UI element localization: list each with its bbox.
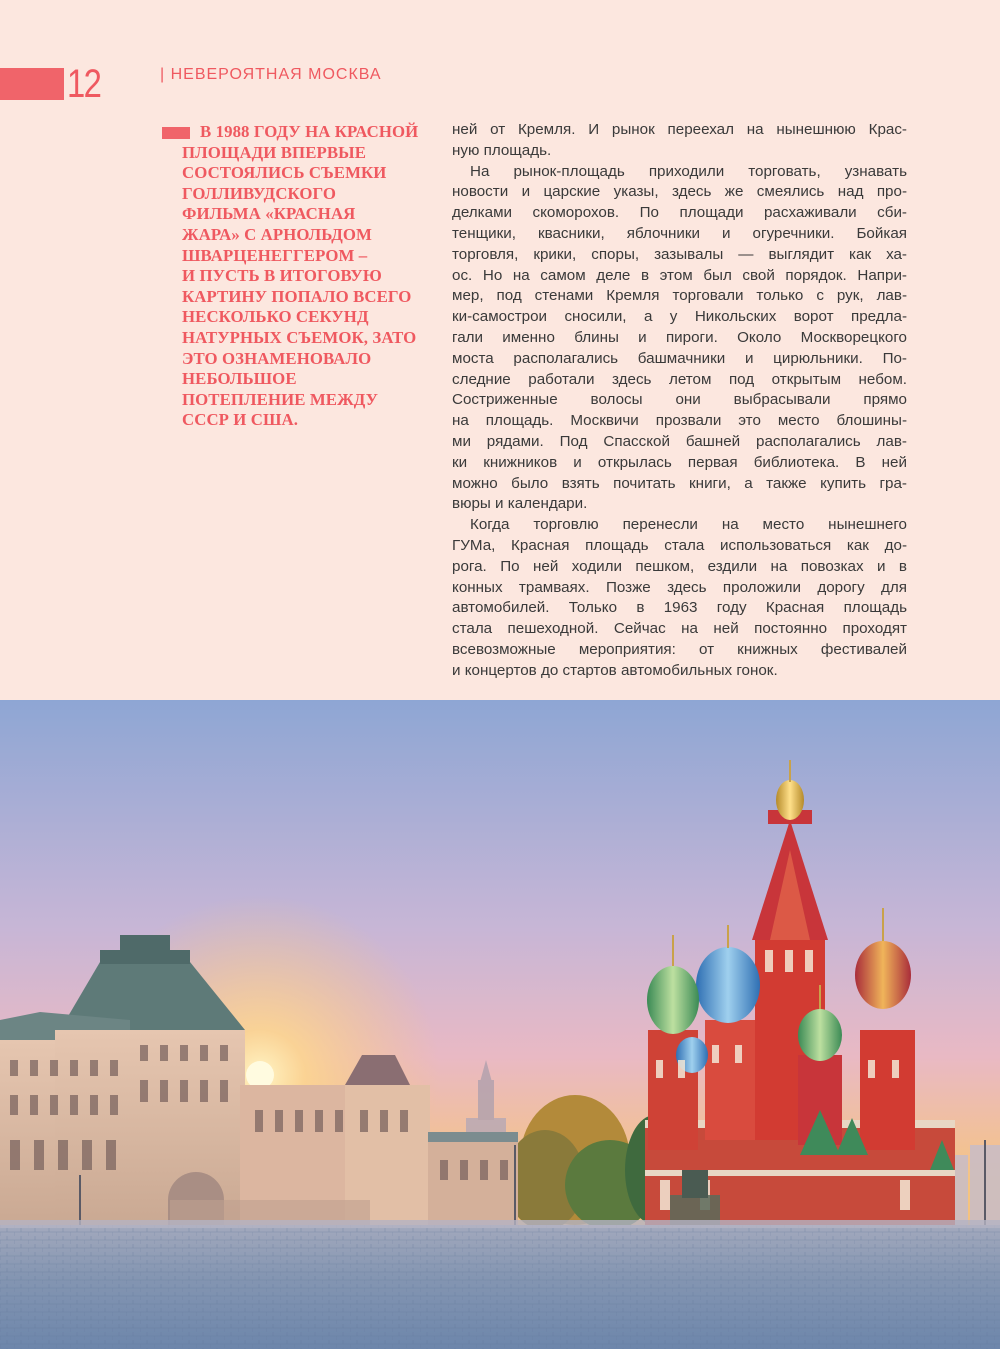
quote-line: ПЛОЩАДИ ВПЕРВЫЕ bbox=[182, 142, 367, 162]
red-square-photo bbox=[0, 700, 1000, 1349]
text-line: автомобилей. Только в 1963 году Красная площадь bbox=[452, 599, 907, 617]
text-line: ГУМа, Красная площадь стала использоваться как до- bbox=[452, 536, 907, 554]
paragraph-3 bbox=[452, 515, 907, 681]
text-line: можно было взять почитать книги, а также купить гра- bbox=[452, 474, 907, 492]
text-line: ки-самострои сносили, а у Никольских ворот предла- bbox=[452, 308, 907, 326]
text-line: вюры и календари. bbox=[452, 495, 588, 513]
text-line: на площадь. Москвичи прозвали это место блошины- bbox=[452, 412, 907, 430]
quote-line: НАТУРНЫХ СЪЕМОК, ЗАТО bbox=[182, 327, 417, 347]
quote-line: ШВАРЦЕНЕГГЕРОМ – bbox=[182, 245, 368, 265]
text-line: стала пешеходной. Сейчас на ней постоянно проходят bbox=[452, 620, 907, 638]
text-line: делками скоморохов. По площади расхаживали сби- bbox=[452, 204, 907, 222]
text-line: следние работали здесь летом под открытым небом. bbox=[452, 370, 907, 388]
page-color-bar bbox=[0, 68, 64, 100]
text-line: ную площадь. bbox=[452, 141, 552, 159]
text-line: ос. Но на самом деле в этом был свой порядок. Напри- bbox=[452, 266, 907, 284]
paragraph-2 bbox=[452, 162, 907, 516]
running-header-title: | НЕВЕРОЯТНАЯ МОСКВА bbox=[160, 66, 382, 83]
text-line: всевозможные мероприятия: от книжных фестивалей bbox=[452, 640, 907, 658]
quote-line: В 1988 ГОДУ НА КРАСНОЙ bbox=[200, 122, 419, 141]
text-line: торговля, крики, споры, зазывалы — выглядит как ха- bbox=[452, 245, 907, 263]
quote-line: ЖАРА» С АРНОЛЬДОМ bbox=[182, 224, 372, 244]
text-line: На рынок-площадь приходили торговать, узнавать bbox=[470, 162, 907, 180]
quote-line: ЭТО ОЗНАМЕНОВАЛО bbox=[182, 348, 372, 368]
text-line: новости и царские указы, здесь же смеялись над про- bbox=[452, 183, 907, 201]
text-line: рога. По ней ходили пешком, ездили на повозках и в bbox=[452, 557, 907, 575]
callout-quote bbox=[162, 122, 428, 431]
quote-line: ПОТЕПЛЕНИЕ МЕЖДУ bbox=[182, 389, 379, 409]
text-line: тенщики, квасники, яблочники и огуречники. Бойкая bbox=[452, 224, 907, 242]
quote-line: КАРТИНУ ПОПАЛО ВСЕГО bbox=[182, 286, 412, 306]
text-line: Когда торговлю перенесли на место нынешнего bbox=[470, 516, 907, 534]
article-body bbox=[452, 120, 907, 682]
quote-line: СССР И США. bbox=[182, 410, 299, 430]
paragraph-1 bbox=[452, 120, 907, 162]
text-line: Состриженные волосы они выбрасывали прямо bbox=[452, 391, 907, 409]
sun bbox=[246, 1061, 274, 1089]
text-line: конных трамваях. Позже здесь проложили дорогу для bbox=[452, 578, 907, 596]
quote-line: И ПУСТЬ В ИТОГОВУЮ bbox=[182, 266, 382, 286]
text-line: ми рядами. Под Спасской башней располагались лав- bbox=[452, 432, 907, 450]
quote-line: НЕСКОЛЬКО СЕКУНД bbox=[182, 307, 369, 327]
quote-line: НЕБОЛЬШОЕ bbox=[182, 369, 297, 389]
text-line: ки книжников и открылась первая библиотека. В ней bbox=[452, 453, 907, 471]
page-number: 12 bbox=[67, 62, 101, 106]
text-line: ней от Кремля. И рынок переехал на нынешнюю Крас- bbox=[452, 121, 907, 138]
text-line: гали именно блины и пироги. Около Москворецкого bbox=[452, 328, 907, 346]
text-line: мер, под стенами Кремля торговали только с рук, лав- bbox=[452, 287, 907, 305]
text-line: моста располагались башмачники и цирюльники. По- bbox=[452, 349, 907, 367]
quote-line: СОСТОЯЛИСЬ СЪЕМКИ bbox=[182, 163, 387, 183]
text-line: и концертов до стартов автомобильных гонок. bbox=[452, 661, 778, 679]
quote-line: ФИЛЬМА «КРАСНАЯ bbox=[182, 204, 356, 224]
callout-marker bbox=[162, 127, 190, 139]
quote-line: ГОЛЛИВУДСКОГО bbox=[182, 183, 337, 203]
sidebar-callout bbox=[162, 122, 428, 431]
